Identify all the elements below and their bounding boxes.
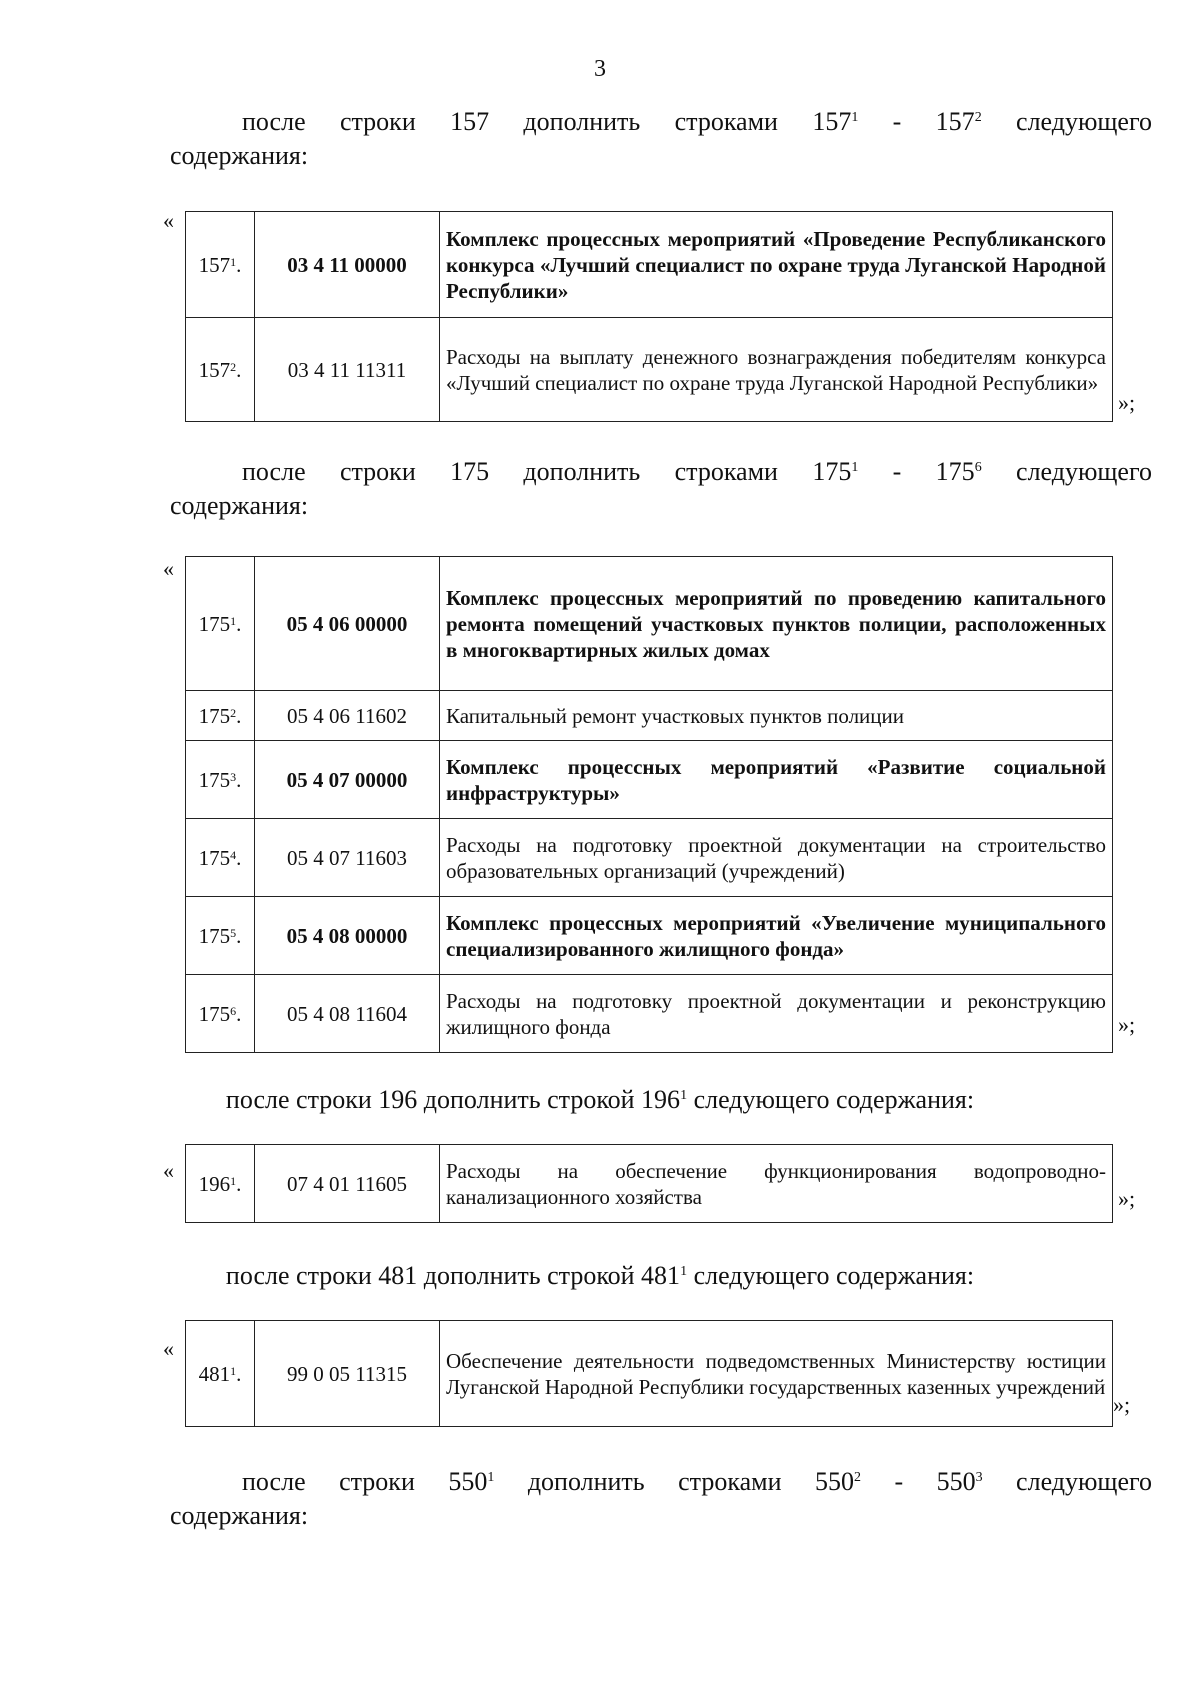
intro-text: - 157: [858, 107, 975, 136]
close-quote: »;: [1118, 1012, 1136, 1037]
row-number: $157^1$.: [186, 212, 255, 318]
paragraph-175-intro: [170, 456, 1152, 488]
row-code: 05 4 06 00000: [255, 557, 440, 691]
table-block-481: [185, 1320, 1113, 1427]
row-code: 07 4 01 11605: [255, 1145, 440, 1223]
intro-sup: 3: [975, 1470, 983, 1485]
table-row: [186, 1321, 1113, 1427]
row-description: Комплекс процессных мероприятий «Проведение Республиканского конкурса «Лучший специалист по охране труда Луганской Народной Республики»: [440, 212, 1113, 318]
row-number: $175^4$.: [186, 819, 255, 897]
paragraph-550-intro: [170, 1466, 1152, 1498]
table-row: [186, 819, 1113, 897]
intro-text: следующего: [981, 107, 1152, 136]
row-description: Комплекс процессных мероприятий по проведению капитального ремонта помещений участковых пунктов полиции, расположенных в многоквартирных жилых домах: [440, 557, 1113, 691]
paragraph-550-cont: содержания:: [170, 1501, 309, 1530]
table-row: [186, 741, 1113, 819]
row-description: Обеспечение деятельности подведомственных Министерству юстиции Луганской Народной Республики государственных казенных учреждений: [440, 1321, 1113, 1427]
intro-sup: 1: [851, 460, 859, 475]
row-code: 05 4 07 11603: [255, 819, 440, 897]
intro-text: - 550: [860, 1467, 976, 1496]
paragraph-196-intro: [0, 1084, 1200, 1116]
intro-text: - 175: [858, 457, 975, 486]
row-code: 05 4 07 00000: [255, 741, 440, 819]
intro-text: после строки 157 дополнить строками 157: [242, 107, 852, 136]
open-quote: «: [163, 556, 174, 581]
intro-text: следующего: [982, 1467, 1152, 1496]
intro-text: после строки 175 дополнить строками 175: [242, 457, 852, 486]
row-code: 05 4 08 00000: [255, 897, 440, 975]
open-quote: «: [163, 1158, 174, 1183]
close-quote: »;: [1118, 390, 1136, 415]
intro-sup: 1: [680, 1088, 688, 1103]
intro-sup: 2: [853, 1470, 861, 1485]
intro-sup: 1: [680, 1264, 688, 1279]
intro-text: после строки 196 дополнить строкой 196: [225, 1085, 681, 1114]
intro-text: следующего: [981, 457, 1152, 486]
close-quote: »;: [1118, 1186, 1136, 1211]
row-description: Расходы на выплату денежного вознаграждения победителям конкурса «Лучший специалист по охране труда Луганской Народной Республики»: [440, 318, 1113, 422]
row-number: $175^1$.: [186, 557, 255, 691]
paragraph-157-intro: [170, 106, 1152, 138]
intro-text: после строки 481 дополнить строкой 481: [225, 1261, 681, 1290]
intro-sup: 1: [487, 1470, 495, 1485]
table-row: [186, 691, 1113, 741]
intro-sup: 6: [974, 460, 982, 475]
table-block-157: [185, 211, 1113, 422]
table-row: [186, 975, 1113, 1053]
row-code: 03 4 11 11311: [255, 318, 440, 422]
page-number: 3: [594, 56, 606, 82]
row-code: 05 4 06 11602: [255, 691, 440, 741]
intro-text: следующего содержания:: [687, 1261, 975, 1290]
row-number: $175^6$.: [186, 975, 255, 1053]
close-quote: »;: [1113, 1392, 1131, 1417]
table-block-196: [185, 1144, 1113, 1223]
row-number: $157^2$.: [186, 318, 255, 422]
paragraph-175-cont: содержания:: [170, 491, 309, 520]
intro-sup: 1: [851, 110, 859, 125]
row-code: 03 4 11 00000: [255, 212, 440, 318]
row-number: $175^3$.: [186, 741, 255, 819]
row-number: $175^2$.: [186, 691, 255, 741]
table-row: [186, 318, 1113, 422]
row-description: Капитальный ремонт участковых пунктов полиции: [440, 691, 1113, 741]
row-number: $175^5$.: [186, 897, 255, 975]
row-description: Расходы на подготовку проектной документации и реконструкцию жилищного фонда: [440, 975, 1113, 1053]
intro-text: после строки 550: [242, 1467, 488, 1496]
intro-text: следующего содержания:: [687, 1085, 975, 1114]
table-row: [186, 557, 1113, 691]
open-quote: «: [163, 208, 174, 233]
table-row: [186, 1145, 1113, 1223]
row-number: $481^1$.: [186, 1321, 255, 1427]
table-block-175: [185, 556, 1113, 1053]
row-code: 99 0 05 11315: [255, 1321, 440, 1427]
intro-text: дополнить строками 550: [494, 1467, 854, 1496]
row-description: Расходы на подготовку проектной документации на строительство образовательных организаций (учреждений): [440, 819, 1113, 897]
intro-sup: 2: [974, 110, 982, 125]
row-number: $196^1$.: [186, 1145, 255, 1223]
paragraph-481-intro: [0, 1260, 1200, 1292]
row-code: 05 4 08 11604: [255, 975, 440, 1053]
paragraph-157-cont: содержания:: [170, 141, 309, 170]
open-quote: «: [163, 1336, 174, 1361]
table-row: [186, 897, 1113, 975]
row-description: Комплекс процессных мероприятий «Увеличение муниципального специализированного жилищного фонда»: [440, 897, 1113, 975]
row-description: Расходы на обеспечение функционирования водопроводно-канализационного хозяйства: [440, 1145, 1113, 1223]
table-row: [186, 212, 1113, 318]
row-description: Комплекс процессных мероприятий «Развитие социальной инфраструктуры»: [440, 741, 1113, 819]
